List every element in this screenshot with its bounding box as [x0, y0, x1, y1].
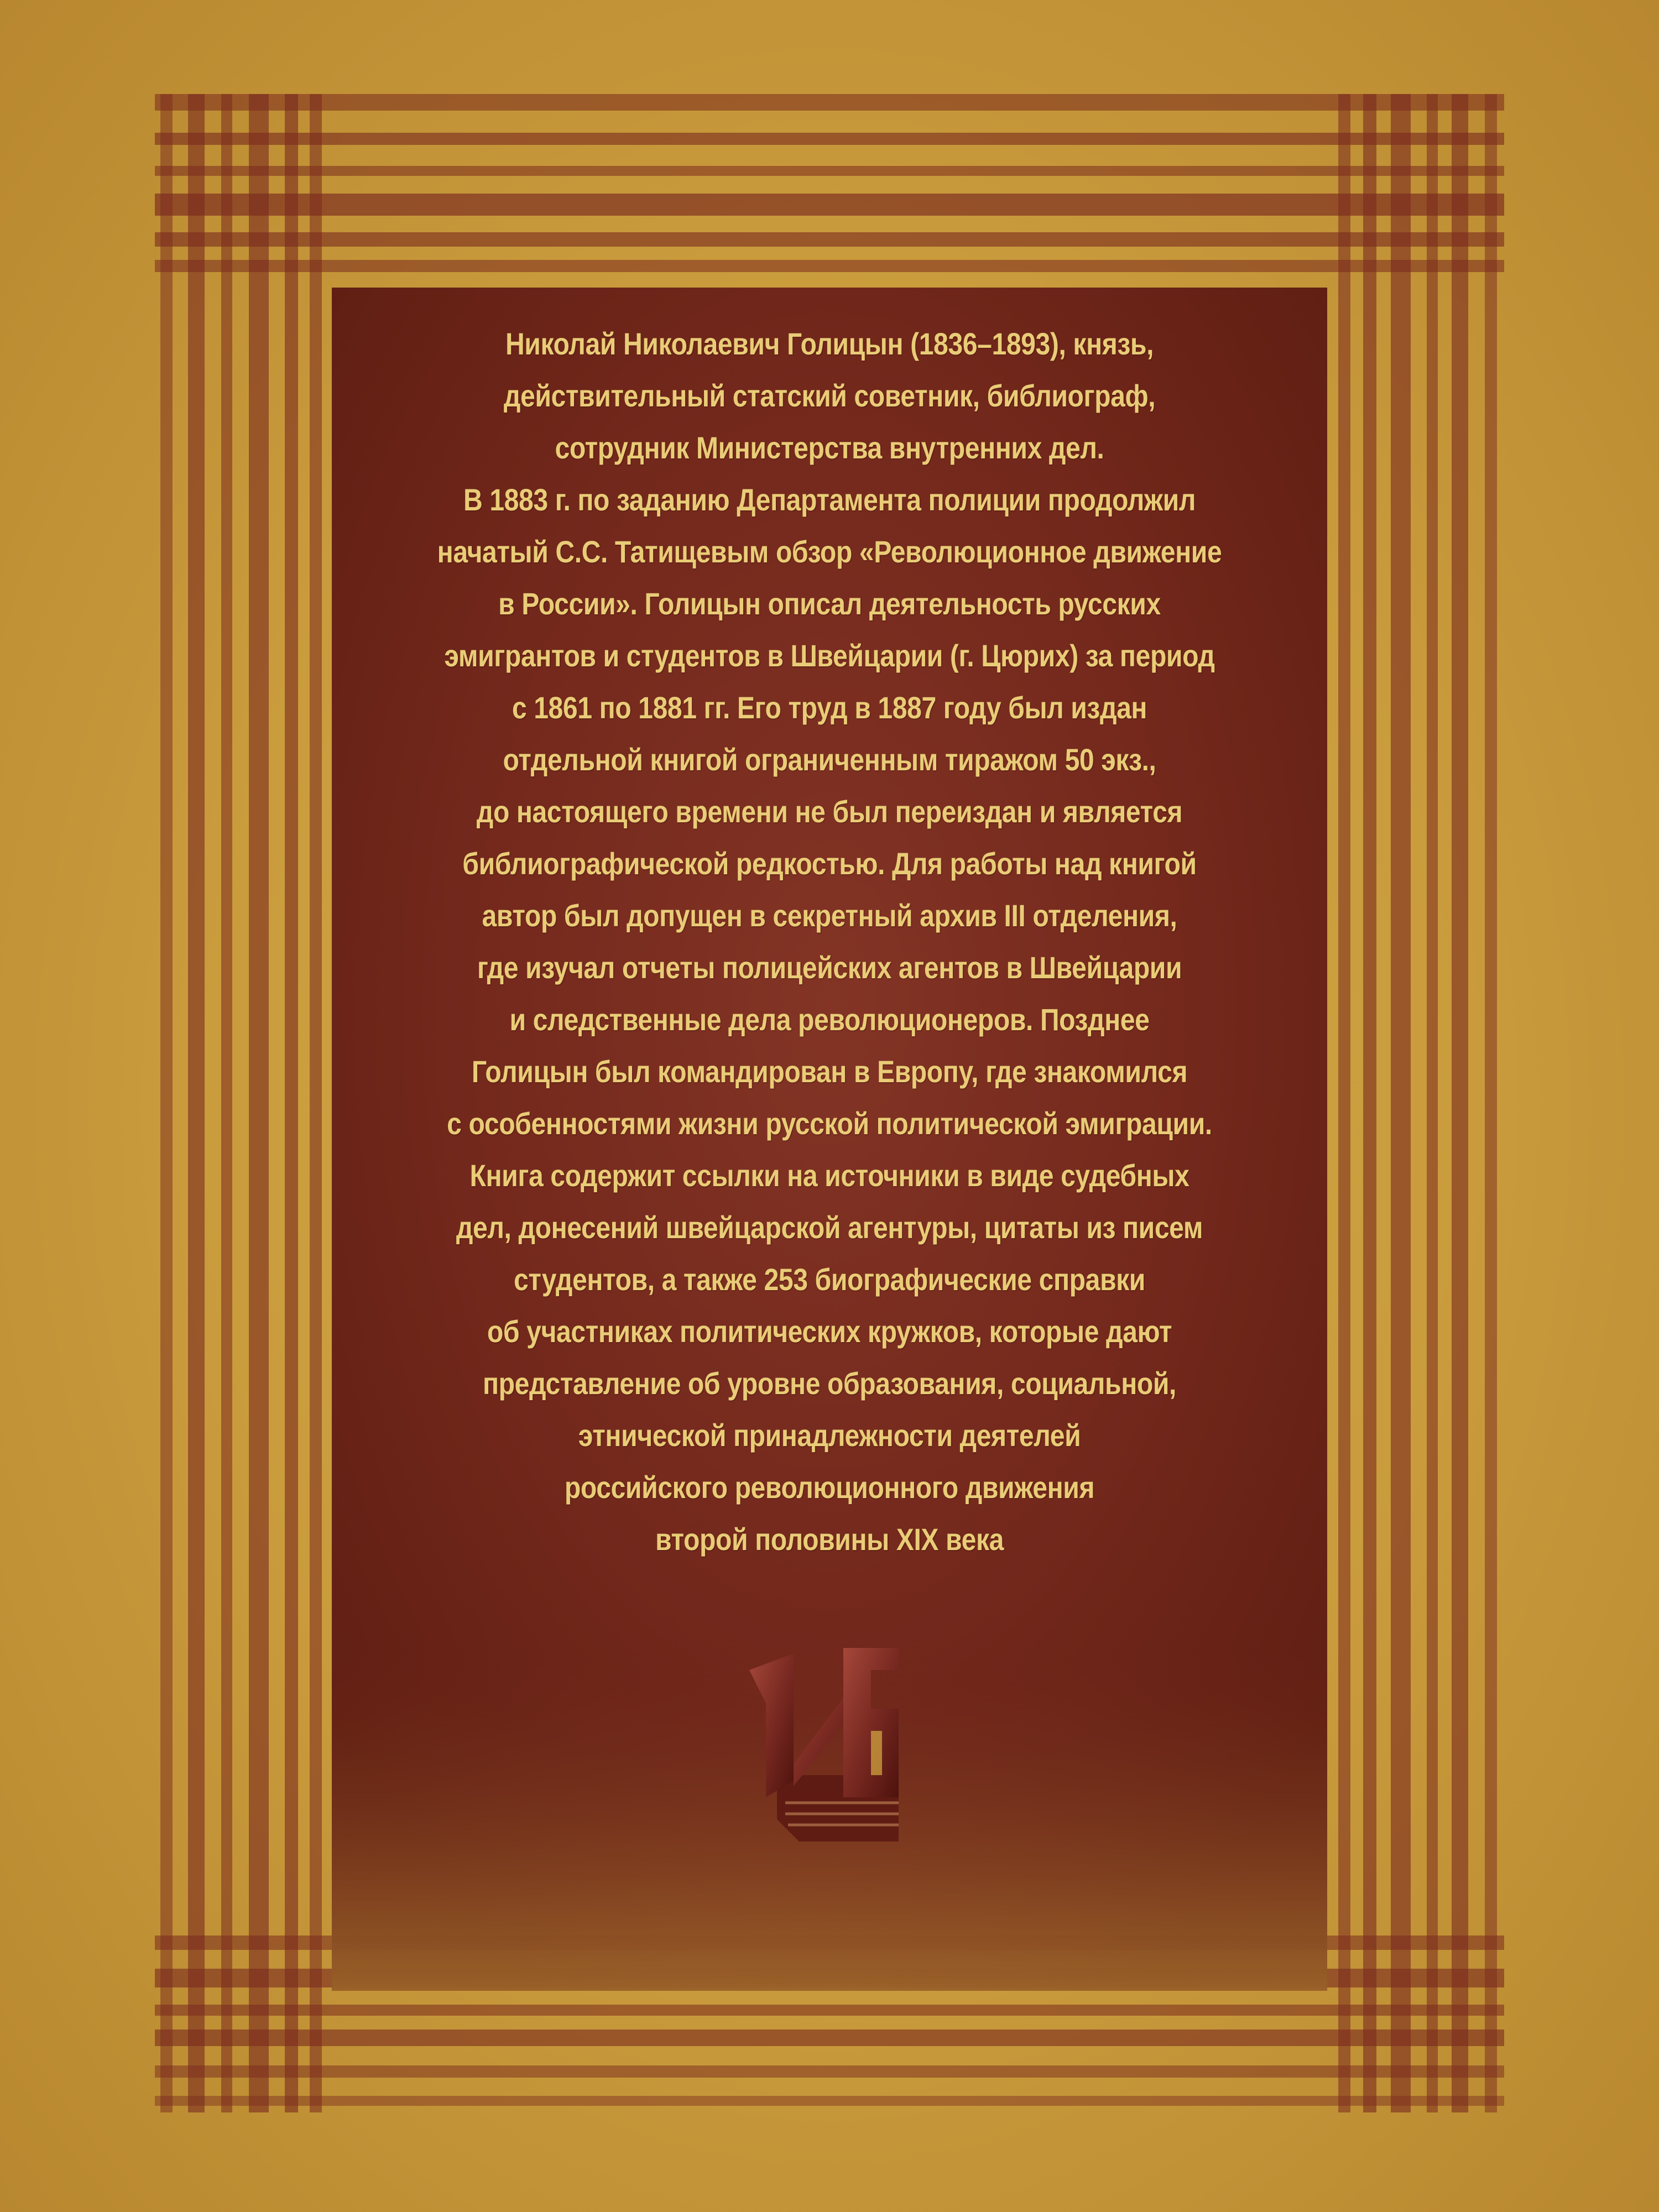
- frame-stripe: [1427, 94, 1438, 2112]
- description-line: Голицын был командирован в Европу, где знакомился: [471, 1054, 1188, 1089]
- frame-stripe: [155, 2096, 1504, 2106]
- description-line: автор был допущен в секретный архив III отделения,: [482, 898, 1177, 933]
- frame-stripe: [188, 94, 205, 2112]
- frame-stripe: [160, 94, 173, 2112]
- publisher-logo-icon: [733, 1637, 932, 1847]
- frame-stripe: [1338, 94, 1350, 2112]
- description-line: дел, донесений швейцарской агентуры, цитаты из писем: [456, 1210, 1203, 1245]
- description-line: отдельной книгой ограниченным тиражом 50 экз.,: [503, 742, 1156, 777]
- description-line: этнической принадлежности деятелей: [578, 1418, 1081, 1453]
- description-text-block: [354, 318, 1305, 1595]
- frame-stripe: [310, 94, 322, 2112]
- description-line: до настоящего времени не был переиздан и является: [476, 794, 1183, 829]
- frame-stripe: [1391, 94, 1411, 2112]
- description-line: студентов, а также 253 биографические справки: [514, 1262, 1145, 1297]
- description-line: в России». Голицын описал деятельность русских: [498, 586, 1161, 621]
- frame-stripe: [155, 260, 1504, 272]
- description-line: российского революционного движения: [564, 1470, 1095, 1505]
- frame-stripe: [1363, 94, 1376, 2112]
- frame-stripe: [155, 133, 1504, 145]
- frame-stripe: [155, 2005, 1504, 2016]
- description-line: с 1861 по 1881 гг. Его труд в 1887 году был издан: [512, 690, 1147, 725]
- description-line: представление об уровне образования, социальной,: [482, 1366, 1177, 1401]
- description-line: второй половины XIX века: [655, 1522, 1004, 1557]
- description-line: В 1883 г. по заданию Департамента полиции продолжил: [463, 482, 1196, 517]
- frame-stripe: [155, 194, 1504, 216]
- frame-stripe: [285, 94, 298, 2112]
- frame-stripe: [155, 94, 1504, 111]
- frame-stripe: [155, 166, 1504, 176]
- description-line: об участниках политических кружков, которые дают: [487, 1314, 1172, 1349]
- frame-stripe: [249, 94, 269, 2112]
- description-line: начатый С.С. Татищевым обзор «Революционное движение: [437, 534, 1222, 569]
- description-line: где изучал отчеты полицейских агентов в Швейцарии: [477, 950, 1182, 985]
- frame-stripe: [1452, 94, 1468, 2112]
- frame-stripe: [155, 2030, 1504, 2046]
- description-line: действительный статский советник, библиограф,: [503, 378, 1156, 413]
- description-line: библиографической редкостью. Для работы над книгой: [462, 846, 1197, 881]
- frame-stripe: [221, 94, 232, 2112]
- description-line: с особенностями жизни русской политической эмиграции.: [447, 1106, 1212, 1141]
- description-line: Николай Николаевич Голицын (1836–1893), князь,: [505, 326, 1154, 361]
- frame-stripe: [1485, 94, 1497, 2112]
- frame-stripe: [155, 2065, 1504, 2078]
- description-line: Книга содержит ссылки на источники в виде судебных: [469, 1158, 1190, 1193]
- frame-stripe: [155, 232, 1504, 247]
- description-line: сотрудник Министерства внутренних дел.: [555, 430, 1104, 465]
- description-line: и следственные дела революционеров. Позднее: [509, 1002, 1150, 1037]
- description-line: эмигрантов и студентов в Швейцарии (г. Цюрих) за период: [444, 638, 1215, 673]
